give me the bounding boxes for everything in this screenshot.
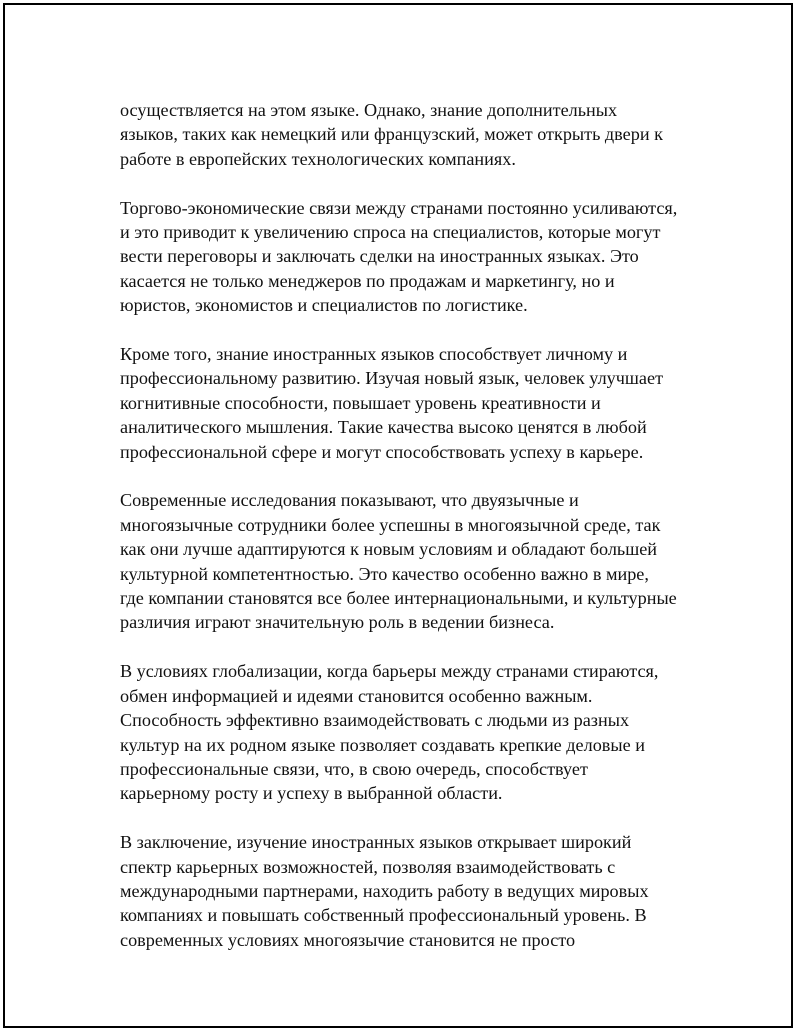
paragraph-6: В заключение, изучение иностранных языков открывает широкий спектр карьерных возможностей, позволяя взаимодействовать с международными партнерами, находить работу в ведущих мировых компаниях и повышать собственный профессиональный уровень. В современных условиях многоязычие становится не просто xyxy=(120,832,649,950)
paragraph-1: осуществляется на этом языке. Однако, знание дополнительных языков, таких как немецкий или французский, может открыть двери к работе в европейских технологических компаниях. xyxy=(120,100,663,169)
document-body xyxy=(120,98,695,952)
paragraph-4: Современные исследования показывают, что двуязычные и многоязычные сотрудники более успешны в многоязычной среде, так как они лучше адаптируются к новым условиям и обладают большей культурной компетентностью. Это качество особенно важно в мире, где компании становятся все более интернациональными, и культурные различия играют значительную роль в ведении бизнеса. xyxy=(120,490,677,633)
document-page xyxy=(3,3,793,1028)
paragraph-5: В условиях глобализации, когда барьеры между странами стираются, обмен информацией и идеями становится особенно важным. Способность эффективно взаимодействовать с людьми из разных культур на их родном языке позволяет создавать крепкие деловые и профессиональные связи, что, в свою очередь, способствует карьерному росту и успеху в выбранной области. xyxy=(120,661,659,804)
paragraph-3: Кроме того, знание иностранных языков способствует личному и профессиональному развитию. Изучая новый язык, человек улучшает когнитивные способности, повышает уровень креативности и аналитического мышления. Такие качества высоко ценятся в любой профессиональной сфере и могут способствовать успеху в карьере. xyxy=(120,344,664,462)
paragraph-2: Торгово-экономические связи между странами постоянно усиливаются, и это приводит к увеличению спроса на специалистов, которые могут вести переговоры и заключать сделки на иностранных языках. Это касается не только менеджеров по продажам и маркетингу, но и юристов, экономистов и специалистов по логистике. xyxy=(120,197,678,316)
